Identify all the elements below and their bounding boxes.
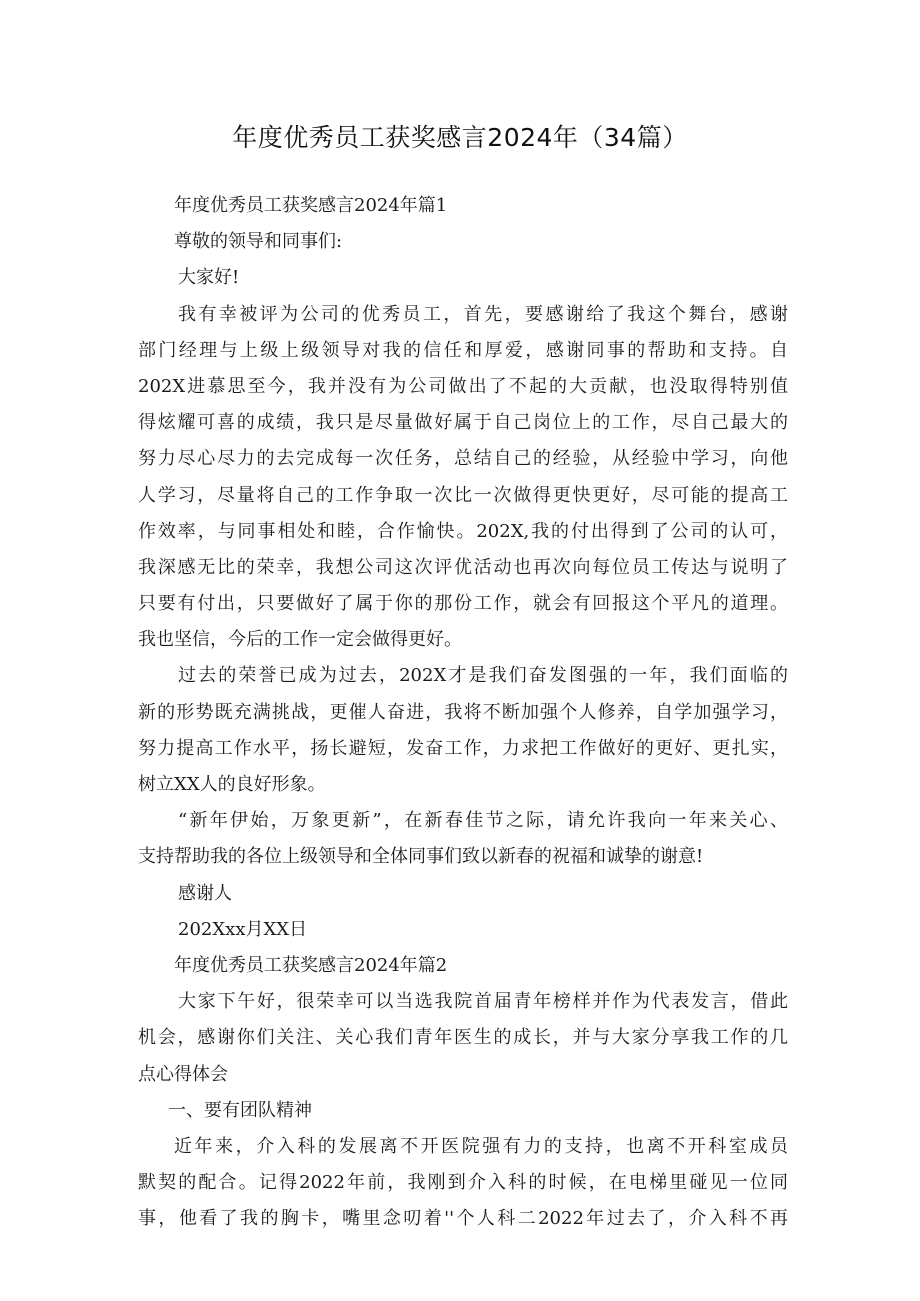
paragraph-line: 支持帮助我的各位上级领导和全体同事们致以新春的祝福和诚挚的谢意! <box>138 846 704 868</box>
paragraph-line: 默契的配合。记得2022年前，我刚到介入科的时候，在电梯里碰见一位同 <box>138 1172 788 1194</box>
paragraph-line: 树立XX人的良好形象。 <box>138 774 326 795</box>
greeting: 大家好! <box>178 267 240 289</box>
paragraph-line: 努力提高工作水平，扬长避短，发奋工作，力求把工作做好的更好、更扎实， <box>138 737 788 759</box>
salutation: 尊敬的领导和同事们: <box>174 231 343 253</box>
paragraph-line: 新的形势既充满挑战，更催人奋进，我将不断加强个人修养，自学加强学习， <box>138 701 788 723</box>
paragraph-line: 得炫耀可喜的成绩，我只是尽量做好属于自己岗位上的工作，尽自己最大的 <box>138 412 788 434</box>
section-heading: 年度优秀员工获奖感言2024年篇1 <box>174 195 448 216</box>
paragraph-line: 大家下午好，很荣幸可以当选我院首届青年榜样并作为代表发言，借此 <box>178 991 788 1013</box>
paragraph-line: “新年伊始，万象更新”，在新春佳节之际，请允许我向一年来关心、 <box>178 810 788 832</box>
paragraph-line: 点心得体会 <box>138 1063 228 1085</box>
paragraph-line: 我有幸被评为公司的优秀员工，首先，要感谢给了我这个舞台，感谢 <box>178 303 788 325</box>
section-heading: 年度优秀员工获奖感言2024年篇2 <box>174 954 448 976</box>
document-title: 年度优秀员工获奖感言2024年（34篇） <box>232 123 688 152</box>
signature-date: 202Xxx月XX日 <box>178 918 308 940</box>
paragraph-line: 近年来，介入科的发展离不开医院强有力的支持，也离不开科室成员 <box>174 1135 788 1157</box>
paragraph-line: 事，他看了我的胸卡，嘴里念叨着''个人科二2022年过去了，介入科不再 <box>138 1208 788 1230</box>
document-body <box>138 188 788 1237</box>
subheading: 一、要有团队精神 <box>168 1099 312 1121</box>
paragraph-line: 202X进慕思至今，我并没有为公司做出了不起的大贡献，也没取得特别值 <box>138 375 788 397</box>
paragraph-line: 我也坚信，今后的工作一定会做得更好。 <box>138 629 462 651</box>
paragraph-line: 机会，感谢你们关注、关心我们青年医生的成长，并与大家分享我工作的几 <box>138 1027 788 1049</box>
signature-label: 感谢人 <box>178 882 232 904</box>
paragraph-line: 作效率，与同事相处和睦，合作愉快。202X,我的付出得到了公司的认可， <box>138 520 788 542</box>
paragraph-line: 我深感无比的荣幸，我想公司这次评优活动也再次向每位员工传达与说明了 <box>138 556 788 578</box>
paragraph-line: 部门经理与上级上级领导对我的信任和厚爱，感谢同事的帮助和支持。自 <box>138 339 788 361</box>
paragraph-line: 努力尽心尽力的去完成每一次任务，总结自己的经验，从经验中学习，向他 <box>138 448 788 470</box>
paragraph-line: 过去的荣誉已成为过去，202X才是我们奋发图强的一年，我们面临的 <box>178 665 788 687</box>
paragraph-line: 只要有付出，只要做好了属于你的那份工作，就会有回报这个平凡的道理。 <box>138 593 788 615</box>
paragraph-line: 人学习，尽量将自己的工作争取一次比一次做得更快更好，尽可能的提高工 <box>138 484 788 506</box>
